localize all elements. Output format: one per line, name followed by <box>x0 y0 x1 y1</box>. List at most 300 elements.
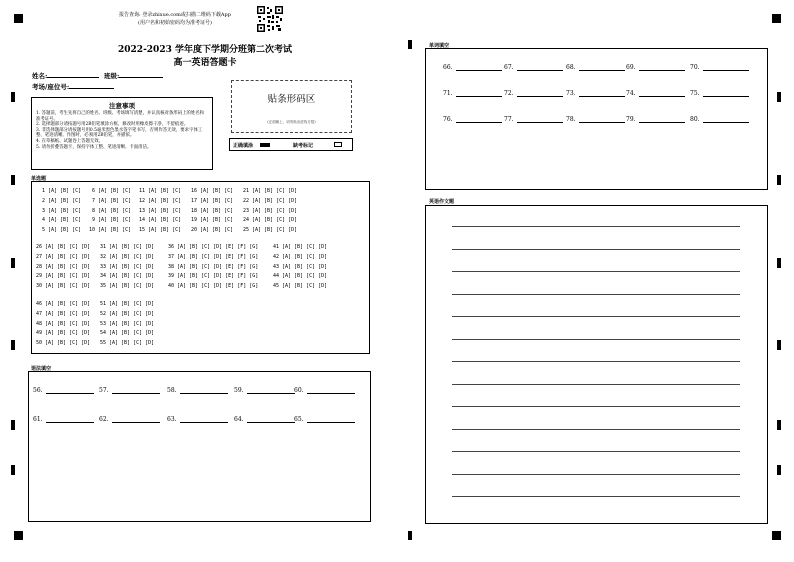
mc-question[interactable] <box>189 227 233 233</box>
essay-line[interactable] <box>452 226 740 227</box>
answer-line[interactable] <box>579 116 625 123</box>
answer-options[interactable]: [A] [B] [C] [D] <box>109 273 155 280</box>
word-blank[interactable] <box>690 90 749 97</box>
answer-options[interactable]: [A] [B] [C] [D] [E] [F] [G] <box>177 244 259 250</box>
qr-code <box>257 6 283 32</box>
mc-question[interactable] <box>87 217 131 223</box>
timing-mark <box>11 420 15 430</box>
word-blank[interactable] <box>504 90 563 97</box>
blank-number: 72. <box>504 90 514 97</box>
essay-line[interactable] <box>452 339 740 340</box>
answer-line[interactable] <box>180 387 228 394</box>
timing-mark <box>408 531 412 540</box>
mc-question[interactable] <box>37 208 81 214</box>
question-number: 29 <box>35 273 42 280</box>
answer-line[interactable] <box>456 64 502 71</box>
essay-section <box>425 205 768 524</box>
notes-title: 注意事项 <box>109 102 135 110</box>
answer-options[interactable]: [A] [B] [C] <box>200 207 234 214</box>
question-number: 10 <box>88 227 95 234</box>
timing-mark <box>777 258 781 268</box>
name-field[interactable] <box>32 71 99 80</box>
answer-options[interactable]: [A] [B] [C] [D] <box>282 244 328 250</box>
answer-line[interactable] <box>517 116 563 123</box>
mc-question[interactable] <box>241 208 297 214</box>
barcode-title: 贴条形码区 <box>267 94 316 105</box>
timing-mark <box>777 465 781 475</box>
question-number: 16 <box>190 188 197 194</box>
gap-blank[interactable] <box>234 416 295 423</box>
room-seat-label: 考场/座位号: <box>32 83 70 91</box>
answer-options[interactable]: [A] [B] [C] [D] <box>282 273 328 280</box>
question-number: 5 <box>41 227 45 234</box>
blank-number: 66. <box>443 64 453 71</box>
answer-line[interactable] <box>456 90 502 97</box>
question-number: 31 <box>99 244 106 250</box>
notes-item: 3. 非选择题部分请按题号用0.5毫米黑色墨水签字笔书写，否则作答无效，要求字体工整、笔迹清晰。作图时，必须用2B铅笔，并描浓。 <box>36 127 203 139</box>
word-blank[interactable] <box>690 116 749 123</box>
mc-question[interactable] <box>98 330 154 336</box>
mc-question[interactable] <box>137 217 181 223</box>
question-number: 49 <box>35 330 42 337</box>
blank-number: 78. <box>566 116 576 123</box>
absent-mark-checkbox[interactable] <box>334 142 342 147</box>
mc-question[interactable] <box>34 244 90 250</box>
answer-options[interactable]: [A] [B] [C] <box>148 197 182 204</box>
mc-question[interactable] <box>271 283 327 289</box>
question-number: 1 <box>41 188 45 194</box>
mc-question[interactable] <box>87 208 131 214</box>
blank-number: 58. <box>167 387 177 394</box>
question-number: 53 <box>99 320 106 327</box>
mc-question[interactable] <box>98 244 154 250</box>
answer-options[interactable]: [A] [B] [C] [D] <box>109 310 155 317</box>
question-number: 50 <box>35 340 42 347</box>
gap-blank[interactable] <box>294 416 355 423</box>
question-number: 27 <box>35 253 42 260</box>
blank-number: 67. <box>504 64 514 71</box>
answer-options[interactable]: [A] [B] [C] [D] <box>109 340 155 347</box>
timing-mark <box>777 92 781 102</box>
timing-mark <box>11 340 15 350</box>
answer-options[interactable]: [A] [B] [C] <box>48 227 82 234</box>
blank-number: 76. <box>443 116 453 123</box>
gap-section-title: 语法填空 <box>31 366 52 372</box>
mc-question[interactable] <box>37 198 81 204</box>
answer-options[interactable]: [A] [B] [C] <box>200 197 234 204</box>
mc-question[interactable] <box>137 188 181 194</box>
answer-line[interactable] <box>307 416 355 423</box>
question-number: 14 <box>138 217 145 224</box>
timing-mark <box>11 465 15 475</box>
mc-question[interactable] <box>241 217 297 223</box>
answer-options[interactable]: [A] [B] [C] <box>48 188 82 194</box>
question-number: 48 <box>35 320 42 327</box>
word-blank[interactable] <box>443 116 502 123</box>
answer-options[interactable]: [A] [B] [C] <box>148 217 182 224</box>
essay-line[interactable] <box>452 474 740 475</box>
essay-line[interactable] <box>452 316 740 317</box>
report-notice <box>100 11 250 26</box>
word-blank[interactable] <box>504 64 563 71</box>
notice-line-2: (用户名和初始密码均为准考证号) <box>138 20 212 26</box>
answer-line[interactable] <box>46 387 94 394</box>
answer-options[interactable]: [A] [B] [C] [D] [E] [F] [G] <box>177 263 259 270</box>
mc-question[interactable] <box>87 198 131 204</box>
mc-question[interactable] <box>34 254 90 260</box>
answer-options[interactable]: [A] [B] [C] [D] <box>45 320 91 327</box>
timing-mark <box>11 175 15 185</box>
timing-mark <box>777 340 781 350</box>
question-number: 34 <box>99 273 106 280</box>
card-subtitle: 高一英语答题卡 <box>173 58 237 68</box>
answer-options[interactable]: [A] [B] [C] [D] <box>45 263 91 270</box>
essay-line[interactable] <box>452 294 740 295</box>
mc-question[interactable] <box>98 340 154 346</box>
answer-line[interactable] <box>579 64 625 71</box>
blank-number: 57. <box>99 387 109 394</box>
question-number: 54 <box>99 330 106 337</box>
gap-blank[interactable] <box>167 387 228 394</box>
question-number: 47 <box>35 310 42 317</box>
word-section-title: 单词填空 <box>429 43 450 49</box>
essay-line[interactable] <box>452 271 740 272</box>
question-number: 43 <box>272 263 279 270</box>
answer-line[interactable] <box>579 90 625 97</box>
question-number: 41 <box>272 244 279 250</box>
mc-question[interactable] <box>166 264 258 270</box>
answer-options[interactable]: [A] [B] [C] [D] [E] [F] [G] <box>177 283 259 290</box>
question-number: 3 <box>41 207 45 214</box>
blank-number: 61. <box>33 416 43 423</box>
blank-number: 68. <box>566 64 576 71</box>
blank-number: 80. <box>690 116 700 123</box>
answer-options[interactable]: [A] [B] [C] <box>98 188 132 194</box>
mc-question[interactable] <box>189 217 233 223</box>
mc-question[interactable] <box>166 283 258 289</box>
question-number: 2 <box>41 197 45 204</box>
answer-options[interactable]: [A] [B] [C] <box>148 227 182 234</box>
essay-line[interactable] <box>452 361 740 362</box>
blank-number: 65. <box>294 416 304 423</box>
question-number: 45 <box>272 283 279 290</box>
mc-question[interactable] <box>34 321 90 327</box>
answer-options[interactable]: [A] [B] [C] [D] <box>252 207 298 214</box>
mc-question[interactable] <box>98 273 154 279</box>
question-number: 19 <box>190 217 197 224</box>
mc-question[interactable] <box>34 283 90 289</box>
answer-options[interactable]: [A] [B] [C] <box>148 188 182 194</box>
answer-options[interactable]: [A] [B] [C] <box>148 207 182 214</box>
word-blank[interactable] <box>443 64 502 71</box>
answer-line[interactable] <box>703 116 749 123</box>
question-number: 7 <box>91 197 95 204</box>
mc-question[interactable] <box>98 254 154 260</box>
alignment-mark-tl <box>14 14 23 23</box>
answer-options[interactable]: [A] [B] [C] <box>98 227 132 234</box>
mc-question[interactable] <box>34 311 90 317</box>
notes-box <box>31 97 213 170</box>
mc-question[interactable] <box>189 188 233 194</box>
blank-number: 62. <box>99 416 109 423</box>
blank-number: 63. <box>167 416 177 423</box>
word-blank[interactable] <box>504 116 563 123</box>
question-number: 9 <box>91 217 95 224</box>
answer-options[interactable]: [A] [B] [C] <box>200 217 234 224</box>
question-number: 38 <box>167 263 174 270</box>
timing-mark <box>11 258 15 268</box>
answer-options[interactable]: [A] [B] [C] [D] <box>45 273 91 280</box>
answer-options[interactable]: [A] [B] [C] <box>98 217 132 224</box>
class-label: 班级: <box>104 72 120 80</box>
answer-line[interactable] <box>456 116 502 123</box>
notes-item: 4. 在草稿纸、试题卷上答题无效。 <box>36 138 104 144</box>
answer-line[interactable] <box>46 416 94 423</box>
answer-options[interactable]: [A] [B] [C] [D] <box>45 330 91 337</box>
answer-options[interactable]: [A] [B] [C] [D] <box>109 301 155 307</box>
blank-number: 71. <box>443 90 453 97</box>
question-number: 22 <box>242 197 249 204</box>
absent-mark-label: 缺考标记 <box>293 143 314 149</box>
answer-line[interactable] <box>703 90 749 97</box>
mc-question[interactable] <box>87 188 131 194</box>
mc-question[interactable] <box>37 188 81 194</box>
blank-number: 75. <box>690 90 700 97</box>
alignment-mark-br <box>772 531 781 540</box>
blank-number: 73. <box>566 90 576 97</box>
answer-options[interactable]: [A] [B] [C] [D] <box>45 310 91 317</box>
blank-number: 79. <box>626 116 636 123</box>
essay-line[interactable] <box>452 429 740 430</box>
question-number: 30 <box>35 283 42 290</box>
name-label: 姓名: <box>32 72 48 80</box>
answer-line[interactable] <box>112 387 160 394</box>
question-number: 23 <box>242 207 249 214</box>
exam-title: 2022-2023 学年度下学期分班第二次考试 <box>118 45 292 55</box>
question-number: 15 <box>138 227 145 234</box>
answer-line[interactable] <box>247 387 295 394</box>
question-number: 28 <box>35 263 42 270</box>
alignment-mark-bl <box>14 531 23 540</box>
timing-mark <box>777 420 781 430</box>
mc-question[interactable] <box>98 321 154 327</box>
answer-line[interactable] <box>112 416 160 423</box>
answer-options[interactable]: [A] [B] [C] [D] [E] [F] [G] <box>177 253 259 260</box>
word-blank[interactable] <box>566 90 625 97</box>
question-number: 42 <box>272 253 279 260</box>
answer-options[interactable]: [A] [B] [C] [D] <box>109 253 155 260</box>
mc-question[interactable] <box>166 273 258 279</box>
mc-question[interactable] <box>34 264 90 270</box>
gap-blank[interactable] <box>99 416 160 423</box>
question-number: 12 <box>138 197 145 204</box>
blank-number: 69. <box>626 64 636 71</box>
answer-options[interactable]: [A] [B] [C] [D] <box>109 330 155 337</box>
question-number: 32 <box>99 253 106 260</box>
answer-options[interactable]: [A] [B] [C] [D] <box>282 253 328 260</box>
answer-line[interactable] <box>639 64 685 71</box>
answer-options[interactable]: [A] [B] [C] [D] <box>282 283 328 290</box>
blank-number: 60. <box>294 387 304 394</box>
notes-item: 2. 选择题部分请按题号用2B铅笔填涂方框，修改时用橡皮擦干净，不留痕迹。 <box>36 122 189 128</box>
answer-options[interactable]: [A] [B] [C] [D] <box>252 197 298 204</box>
question-number: 17 <box>190 197 197 204</box>
answer-options[interactable]: [A] [B] [C] <box>200 188 234 194</box>
gap-blank[interactable] <box>33 387 94 394</box>
mc-question[interactable] <box>37 217 81 223</box>
mc-question[interactable] <box>271 254 327 260</box>
mc-question[interactable] <box>34 330 90 336</box>
answer-line[interactable] <box>307 387 355 394</box>
blank-number: 64. <box>234 416 244 423</box>
word-blank[interactable] <box>690 64 749 71</box>
question-number: 20 <box>190 227 197 234</box>
mc-question[interactable] <box>166 244 258 250</box>
mc-question[interactable] <box>137 227 181 233</box>
word-blank[interactable] <box>443 90 502 97</box>
answer-options[interactable]: [A] [B] [C] [D] <box>45 283 91 290</box>
answer-options[interactable]: [A] [B] [C] [D] <box>109 320 155 327</box>
timing-mark <box>408 40 412 49</box>
mc-question[interactable] <box>137 198 181 204</box>
answer-options[interactable]: [A] [B] [C] [D] <box>252 188 298 194</box>
mc-question[interactable] <box>98 283 154 289</box>
answer-options[interactable]: [A] [B] [C] [D] <box>252 227 298 234</box>
question-number: 26 <box>35 244 42 250</box>
mc-question[interactable] <box>271 244 327 250</box>
barcode-area <box>231 80 352 133</box>
answer-line[interactable] <box>639 90 685 97</box>
mc-question[interactable] <box>34 340 90 346</box>
word-blank[interactable] <box>566 64 625 71</box>
mc-question[interactable] <box>241 227 297 233</box>
class-field[interactable] <box>104 71 163 80</box>
question-number: 46 <box>35 301 42 307</box>
essay-section-title: 英语作文题 <box>429 199 455 205</box>
answer-line[interactable] <box>517 64 563 71</box>
question-number: 25 <box>242 227 249 234</box>
question-number: 35 <box>99 283 106 290</box>
answer-options[interactable]: [A] [B] [C] [D] <box>282 263 328 270</box>
essay-line[interactable] <box>452 496 740 497</box>
answer-options[interactable]: [A] [B] [C] <box>98 197 132 204</box>
mc-question[interactable] <box>98 311 154 317</box>
mc-question[interactable] <box>189 198 233 204</box>
answer-options[interactable]: [A] [B] [C] <box>98 207 132 214</box>
answer-line[interactable] <box>247 416 295 423</box>
essay-line[interactable] <box>452 406 740 407</box>
room-seat-field[interactable] <box>32 82 114 91</box>
question-number: 44 <box>272 273 279 280</box>
answer-line[interactable] <box>639 116 685 123</box>
word-blank[interactable] <box>626 116 685 123</box>
answer-options[interactable]: [A] [B] [C] [D] <box>109 263 155 270</box>
answer-options[interactable]: [A] [B] [C] [D] <box>252 217 298 224</box>
mc-question[interactable] <box>34 273 90 279</box>
question-number: 21 <box>242 188 249 194</box>
answer-options[interactable]: [A] [B] [C] <box>48 217 82 224</box>
question-number: 11 <box>138 188 145 194</box>
notice-line-1: 报告查询: 登录zhixue.com或扫描二维码下载App <box>119 12 231 18</box>
blank-number: 77. <box>504 116 514 123</box>
mc-question[interactable] <box>87 227 131 233</box>
notes-item: 1. 答题前，考生先将自己的姓名、班级、考场填写清楚，并认真核对条形码上的姓名和准考证号。 <box>36 111 205 122</box>
mc-question[interactable] <box>241 188 297 194</box>
mc-question[interactable] <box>137 208 181 214</box>
gap-blank[interactable] <box>294 387 355 394</box>
answer-options[interactable]: [A] [B] [C] [D] <box>109 283 155 290</box>
question-number: 13 <box>138 207 145 214</box>
mc-question[interactable] <box>271 273 327 279</box>
mc-question[interactable] <box>37 227 81 233</box>
alignment-mark-tr <box>772 14 781 23</box>
gap-blank[interactable] <box>167 416 228 423</box>
answer-line[interactable] <box>517 90 563 97</box>
correct-fill-label: 正确填涂 <box>233 143 254 149</box>
word-blank[interactable] <box>566 116 625 123</box>
gap-blank[interactable] <box>33 416 94 423</box>
fill-legend <box>229 138 353 151</box>
blank-number: 74. <box>626 90 636 97</box>
question-number: 18 <box>190 207 197 214</box>
notes-item: 5. 请勿折叠答题卡，保持字体工整、笔迹清晰、卡面清洁。 <box>36 144 152 150</box>
essay-line[interactable] <box>452 384 740 385</box>
question-number: 24 <box>242 217 249 224</box>
answer-options[interactable]: [A] [B] [C] <box>48 197 82 204</box>
blank-number: 70. <box>690 64 700 71</box>
answer-line[interactable] <box>703 64 749 71</box>
word-blank[interactable] <box>626 90 685 97</box>
blank-number: 56. <box>33 387 43 394</box>
word-blank[interactable] <box>626 64 685 71</box>
answer-options[interactable]: [A] [B] [C] <box>48 207 82 214</box>
notes-list <box>32 110 212 150</box>
mc-section-title: 单选题 <box>31 176 47 182</box>
question-number: 37 <box>167 253 174 260</box>
question-number: 39 <box>167 273 174 280</box>
answer-options[interactable]: [A] [B] [C] [D] <box>45 301 91 307</box>
question-number: 6 <box>91 188 95 194</box>
gap-blank[interactable] <box>99 387 160 394</box>
question-number: 8 <box>91 207 95 214</box>
timing-mark <box>11 92 15 102</box>
question-number: 33 <box>99 263 106 270</box>
answer-line[interactable] <box>180 416 228 423</box>
question-number: 36 <box>167 244 174 250</box>
answer-options[interactable]: [A] [B] [C] <box>200 227 234 234</box>
mc-question[interactable] <box>166 254 258 260</box>
question-number: 55 <box>99 340 106 347</box>
question-number: 52 <box>99 310 106 317</box>
mc-question[interactable] <box>271 264 327 270</box>
mc-question[interactable] <box>98 301 154 307</box>
answer-options[interactable]: [A] [B] [C] [D] <box>45 244 91 250</box>
mc-question[interactable] <box>189 208 233 214</box>
answer-options[interactable]: [A] [B] [C] [D] <box>45 253 91 260</box>
mc-question[interactable] <box>34 301 90 307</box>
essay-line[interactable] <box>452 249 740 250</box>
blank-number: 59. <box>234 387 244 394</box>
question-number: 4 <box>41 217 45 224</box>
gap-blank[interactable] <box>234 387 295 394</box>
mc-question[interactable] <box>98 264 154 270</box>
essay-line[interactable] <box>452 451 740 452</box>
answer-options[interactable]: [A] [B] [C] [D] <box>45 340 91 347</box>
question-number: 51 <box>99 301 106 307</box>
answer-options[interactable]: [A] [B] [C] [D] [E] [F] [G] <box>177 273 259 280</box>
answer-options[interactable]: [A] [B] [C] [D] <box>109 244 155 250</box>
mc-question[interactable] <box>241 198 297 204</box>
